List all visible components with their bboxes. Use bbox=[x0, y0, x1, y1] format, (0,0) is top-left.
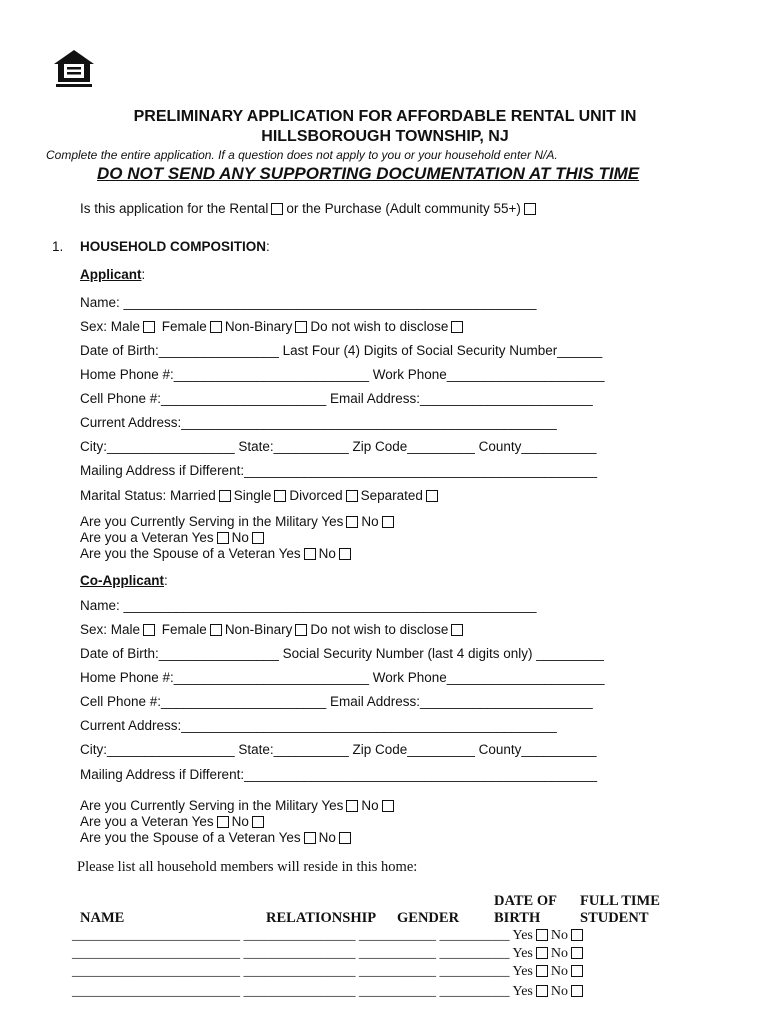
title-line-2: HILLSBOROUGH TOWNSHIP, NJ bbox=[261, 128, 509, 145]
nonbinary-label: Non-Binary bbox=[224, 319, 293, 334]
co-military-no-label: No bbox=[361, 798, 379, 813]
applicant-home-phone-field[interactable]: Home Phone #:__________________________ Work Phone_____________________ bbox=[80, 367, 605, 382]
coapplicant-military-row bbox=[80, 798, 397, 813]
member-gender-field[interactable]: ___________ bbox=[359, 964, 436, 979]
sex-label: Sex: Male bbox=[80, 319, 141, 334]
co-veteran-no-label: No bbox=[231, 814, 249, 829]
member-gender-field[interactable]: ___________ bbox=[359, 984, 436, 999]
coapplicant-heading: Co-Applicant: bbox=[80, 573, 168, 588]
separated-label: Separated bbox=[360, 488, 423, 503]
veteran-no-checkbox[interactable] bbox=[252, 532, 264, 544]
yes-label: Yes bbox=[512, 928, 533, 943]
military-yes-checkbox[interactable] bbox=[346, 516, 358, 528]
col-header-dob-2: BIRTH bbox=[494, 910, 541, 926]
married-checkbox[interactable] bbox=[219, 490, 231, 502]
student-no-checkbox[interactable] bbox=[571, 947, 583, 959]
applicant-veteran-row bbox=[80, 530, 267, 545]
member-relationship-field[interactable]: ________________ bbox=[243, 946, 356, 961]
single-label: Single bbox=[233, 488, 272, 503]
yes-label: Yes bbox=[512, 984, 533, 999]
student-yes-checkbox[interactable] bbox=[536, 947, 548, 959]
section-title bbox=[80, 239, 270, 254]
marital-status-row bbox=[80, 488, 441, 503]
student-yes-checkbox[interactable] bbox=[536, 985, 548, 997]
applicant-cell-phone-field[interactable]: Cell Phone #:______________________ Email Address:_______________________ bbox=[80, 391, 593, 406]
spouse-no-checkbox[interactable] bbox=[339, 548, 351, 560]
purchase-checkbox[interactable] bbox=[524, 203, 536, 215]
no-label: No bbox=[550, 928, 568, 943]
veteran-yes-checkbox[interactable] bbox=[217, 532, 229, 544]
yes-label: Yes bbox=[512, 964, 533, 979]
nodisclose-checkbox[interactable] bbox=[451, 321, 463, 333]
nodisclose-label: Do not wish to disclose bbox=[310, 319, 449, 334]
no-label: No bbox=[550, 946, 568, 961]
student-yes-checkbox[interactable] bbox=[536, 965, 548, 977]
col-header-ft-1: FULL TIME bbox=[580, 893, 660, 909]
col-header-dob-1: DATE OF bbox=[494, 893, 557, 909]
applicant-mailing-field[interactable]: Mailing Address if Different:_______________________________________________ bbox=[80, 463, 597, 478]
applicant-heading: Applicant: bbox=[80, 267, 146, 282]
co-female-label: Female bbox=[161, 622, 207, 637]
equal-housing-logo bbox=[50, 46, 98, 94]
applicant-spouse-row bbox=[80, 546, 354, 561]
marital-label: Marital Status: Married bbox=[80, 488, 216, 503]
member-relationship-field[interactable]: ________________ bbox=[243, 928, 356, 943]
section-title-colon: : bbox=[266, 239, 270, 254]
member-gender-field[interactable]: ___________ bbox=[359, 946, 436, 961]
rental-checkbox[interactable] bbox=[271, 203, 283, 215]
student-no-checkbox[interactable] bbox=[571, 985, 583, 997]
rental-question-middle: or the Purchase (Adult community 55+) bbox=[286, 201, 521, 216]
warning-banner: DO NOT SEND ANY SUPPORTING DOCUMENTATION AT THIS TIME bbox=[97, 164, 640, 183]
applicant-sex-row bbox=[80, 319, 466, 334]
coapplicant-address-field[interactable]: Current Address:__________________________________________________ bbox=[80, 718, 557, 733]
student-no-checkbox[interactable] bbox=[571, 929, 583, 941]
coapplicant-mailing-field[interactable]: Mailing Address if Different:_______________________________________________ bbox=[80, 767, 597, 782]
col-header-name: NAME bbox=[80, 910, 125, 926]
single-checkbox[interactable] bbox=[274, 490, 286, 502]
co-spouse-no-label: No bbox=[318, 830, 336, 845]
military-question: Are you Currently Serving in the Military Yes bbox=[80, 514, 344, 529]
section-title-text: HOUSEHOLD COMPOSITION bbox=[80, 239, 267, 254]
nonbinary-checkbox[interactable] bbox=[295, 321, 307, 333]
co-nodisclose-checkbox[interactable] bbox=[451, 624, 463, 636]
female-label: Female bbox=[161, 319, 207, 334]
member-name-field[interactable]: ________________________ bbox=[72, 984, 240, 999]
coapplicant-sex-row bbox=[80, 622, 466, 637]
household-row bbox=[72, 946, 586, 962]
co-female-checkbox[interactable] bbox=[210, 624, 222, 636]
member-name-field[interactable]: ________________________ bbox=[72, 928, 240, 943]
member-dob-field[interactable]: __________ bbox=[439, 984, 510, 999]
col-header-ft-2: STUDENT bbox=[580, 910, 649, 926]
member-name-field[interactable]: ________________________ bbox=[72, 964, 240, 979]
female-checkbox[interactable] bbox=[210, 321, 222, 333]
spouse-question: Are you the Spouse of a Veteran Yes bbox=[80, 546, 301, 561]
applicant-military-row bbox=[80, 514, 397, 529]
divorced-label: Divorced bbox=[289, 488, 343, 503]
household-row bbox=[72, 964, 586, 980]
col-header-relationship: RELATIONSHIP bbox=[266, 910, 377, 926]
co-sex-label: Sex: Male bbox=[80, 622, 141, 637]
member-relationship-field[interactable]: ________________ bbox=[243, 984, 356, 999]
co-veteran-yes-checkbox[interactable] bbox=[217, 816, 229, 828]
coapplicant-city-field[interactable]: City:_________________ State:__________ Zip Code_________ County__________ bbox=[80, 742, 597, 757]
co-veteran-no-checkbox[interactable] bbox=[252, 816, 264, 828]
separated-checkbox[interactable] bbox=[426, 490, 438, 502]
applicant-name-field[interactable]: Name: _______________________________________________________ bbox=[80, 295, 537, 310]
applicant-address-field[interactable]: Current Address:__________________________________________________ bbox=[80, 415, 557, 430]
coapplicant-cell-phone-field[interactable]: Cell Phone #:______________________ Email Address:_______________________ bbox=[80, 694, 593, 709]
spouse-yes-checkbox[interactable] bbox=[304, 548, 316, 560]
member-gender-field[interactable]: ___________ bbox=[359, 928, 436, 943]
military-no-checkbox[interactable] bbox=[382, 516, 394, 528]
section-number: 1. bbox=[52, 239, 64, 254]
co-veteran-question: Are you a Veteran Yes bbox=[80, 814, 214, 829]
member-dob-field[interactable]: __________ bbox=[439, 964, 510, 979]
veteran-question: Are you a Veteran Yes bbox=[80, 530, 214, 545]
student-yes-checkbox[interactable] bbox=[536, 929, 548, 941]
divorced-checkbox[interactable] bbox=[346, 490, 358, 502]
household-row bbox=[72, 984, 586, 1000]
co-military-yes-checkbox[interactable] bbox=[346, 800, 358, 812]
co-male-checkbox[interactable] bbox=[143, 624, 155, 636]
co-nodisclose-label: Do not wish to disclose bbox=[310, 622, 449, 637]
student-no-checkbox[interactable] bbox=[571, 965, 583, 977]
member-relationship-field[interactable]: ________________ bbox=[243, 964, 356, 979]
yes-label: Yes bbox=[512, 946, 533, 961]
no-label: No bbox=[550, 984, 568, 999]
rental-question bbox=[80, 201, 539, 216]
col-header-gender: GENDER bbox=[397, 910, 460, 926]
coapplicant-spouse-row bbox=[80, 830, 354, 845]
member-name-field[interactable]: ________________________ bbox=[72, 946, 240, 961]
co-spouse-question: Are you the Spouse of a Veteran Yes bbox=[80, 830, 301, 845]
coapplicant-name-field[interactable]: Name: _______________________________________________________ bbox=[80, 598, 537, 613]
household-prompt: Please list all household members will reside in this home: bbox=[77, 859, 418, 875]
title-line-1: PRELIMINARY APPLICATION FOR AFFORDABLE RENTAL UNIT IN bbox=[133, 108, 637, 125]
member-dob-field[interactable]: __________ bbox=[439, 946, 510, 961]
applicant-heading-text: Applicant bbox=[80, 267, 142, 282]
member-dob-field[interactable]: __________ bbox=[439, 928, 510, 943]
co-military-no-checkbox[interactable] bbox=[382, 800, 394, 812]
applicant-dob-field[interactable]: Date of Birth:________________ Last Four (4) Digits of Social Security Number______ bbox=[80, 343, 603, 358]
coapplicant-heading-text: Co-Applicant bbox=[80, 573, 164, 588]
rental-question-prefix: Is this application for the Rental bbox=[80, 201, 269, 216]
household-row bbox=[72, 928, 586, 944]
coapplicant-dob-field[interactable]: Date of Birth:________________ Social Security Number (last 4 digits only) _________ bbox=[80, 646, 604, 661]
co-nonbinary-label: Non-Binary bbox=[224, 622, 293, 637]
coapplicant-home-phone-field[interactable]: Home Phone #:__________________________ Work Phone_____________________ bbox=[80, 670, 605, 685]
co-military-question: Are you Currently Serving in the Military Yes bbox=[80, 798, 344, 813]
no-label: No bbox=[550, 964, 568, 979]
co-nonbinary-checkbox[interactable] bbox=[295, 624, 307, 636]
co-spouse-yes-checkbox[interactable] bbox=[304, 832, 316, 844]
applicant-city-field[interactable]: City:_________________ State:__________ Zip Code_________ County__________ bbox=[80, 439, 597, 454]
military-no-label: No bbox=[361, 514, 379, 529]
coapplicant-veteran-row bbox=[80, 814, 267, 829]
co-spouse-no-checkbox[interactable] bbox=[339, 832, 351, 844]
veteran-no-label: No bbox=[231, 530, 249, 545]
instructions: Complete the entire application. If a question does not apply to you or your household enter N/A. bbox=[46, 148, 558, 162]
spouse-no-label: No bbox=[318, 546, 336, 561]
male-checkbox[interactable] bbox=[143, 321, 155, 333]
